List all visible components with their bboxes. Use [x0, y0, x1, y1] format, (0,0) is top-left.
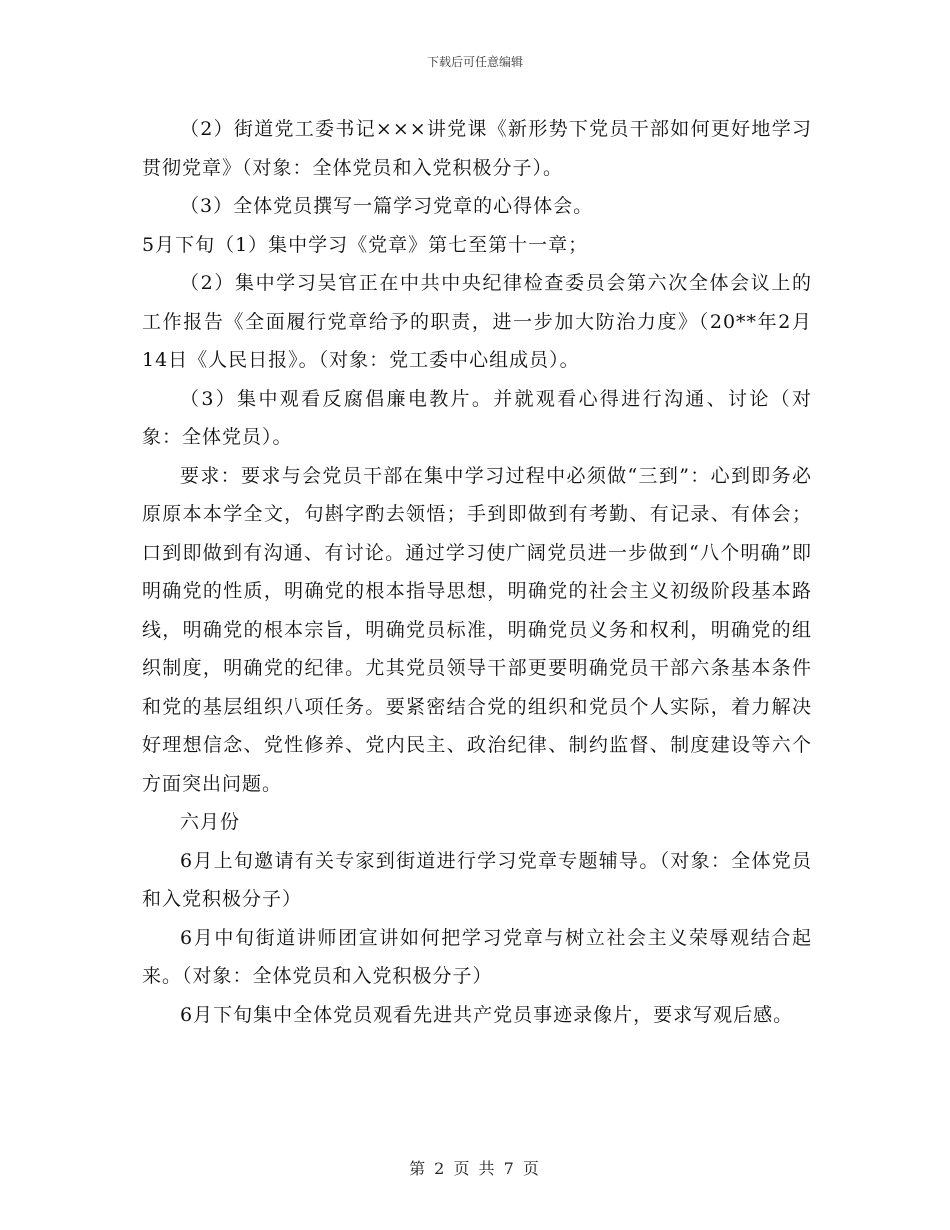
page-header: 下载后可任意编辑	[426, 55, 523, 69]
paragraph: （2）街道党工委书记×××讲党课《新形势下党员干部如何更好地学习贯彻党章》（对象：全体党员和入党积极分子）。	[142, 118, 812, 179]
paragraph: （2）集中学习吴官正在中共中央纪律检查委员会第六次全体会议上的工作报告《全面履行党章给予的职责，进一步加大防治力度》（20**年2月14日《人民日报》。（对象：党工委中心组成员）。	[142, 272, 812, 371]
section-heading: 六月份	[180, 811, 241, 833]
paragraph: 6月中旬街道讲师团宣讲如何把学习党章与树立社会主义荣辱观结合起来。（对象：全体党员和入党积极分子）	[142, 926, 812, 987]
paragraph: 5月下旬（1）集中学习《党章》第七至第十一章；	[142, 233, 589, 256]
paragraph: （3）集中观看反腐倡廉电教片。并就观看心得进行沟通、讨论（对象：全体党员）。	[142, 387, 812, 448]
requirements-paragraph: 要求：要求与会党员干部在集中学习过程中必须做“三到”：心到即务必原原本本学全文，句斟字酌去领悟；手到即做到有考勤、有记录、有体会；口到即做到有沟通、有讨论。通过学习使广阔党员进一步做到“八个明确”即明确党的性质，明确党的根本指导思想，明确党的社会主义初级阶段基本路线，明确党的根本宗旨，明确党员标准，明确党员义务和权利，明确党的组织制度，明确党的纪律。尤其党员领导干部更要明确党员干部六条基本条件和党的基层组织八项任务。要紧密结合党的组织和党员个人实际，着力解决好理想信念、党性修养、党内民主、政治纪律、制约监督、制度建设等六个方面突出问题。	[142, 464, 812, 795]
paragraph: 6月上旬邀请有关专家到街道进行学习党章专题辅导。（对象：全体党员和入党积极分子）	[142, 849, 812, 910]
paragraph: 6月下旬集中全体党员观看先进共产党员事迹录像片，要求写观后感。	[180, 1003, 794, 1026]
page-number-footer: 第 2 页 共 7 页	[409, 1159, 541, 1178]
document-body	[142, 110, 812, 1034]
paragraph: （3）全体党员撰写一篇学习党章的心得体会。	[180, 195, 594, 217]
